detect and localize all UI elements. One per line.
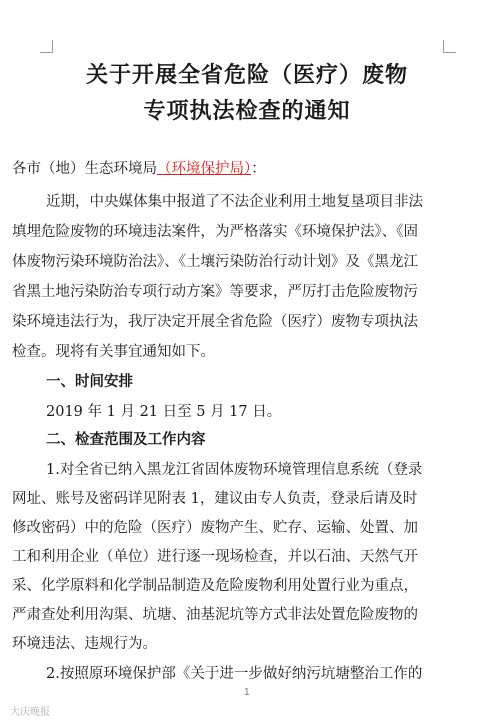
para1-line: 近期，中央媒体集中报道了不法企业利用土地复垦项目非法 (46, 194, 423, 210)
para2-line: 网址、账号及密码详见附表 1，建议由专人负责，登录后请及时 (12, 491, 418, 507)
watermark: 大庆晚报 (10, 707, 50, 718)
para3-line: 2.按照原环境保护部《关于进一步做好纳污坑塘整治工作的 (46, 666, 423, 682)
heading-scope: 二、检查范围及工作内容 (46, 431, 206, 448)
para2-line: 环境违法、违规行为。 (12, 636, 157, 652)
crop-mark-top-left (40, 40, 53, 53)
para1-line: 填埋危险废物的环境违法案件，为严格落实《环境保护法》、《固 (12, 224, 418, 240)
para2-line: 修改密码）中的危险（医疗）废物产生、贮存、运输、处置、加 (12, 520, 418, 536)
addressee (12, 157, 266, 178)
para2-line: 严肃查处利用沟渠、坑塘、油基泥坑等方式非法处置危险废物的 (12, 607, 418, 623)
addressee-paren: （环境保护局） (157, 161, 252, 177)
date-range: 2019 年 1 月 21 日至 5 月 17 日。 (46, 404, 282, 420)
para2-line: 采、化学原料和化学制品制造及危险废物利用处置行业为重点， (12, 578, 418, 594)
title-line-2: 专项执法检查的通知 (143, 98, 351, 124)
heading-time-schedule: 一、时间安排 (46, 373, 133, 390)
para2-line: 1.对全省已纳入黑龙江省固体废物环境管理信息系统（登录 (46, 462, 423, 478)
para2-line: 工和利用企业（单位）进行逐一现场检查，并以石油、天然气开 (12, 549, 418, 565)
para1-line: 检查。现将有关事宜通知如下。 (12, 344, 215, 360)
para1-line: 体废物污染环境防治法》、《土壤污染防治行动计划》及《黑龙江 (12, 254, 418, 270)
crop-mark-top-right (443, 40, 456, 53)
addressee-colon: ： (251, 161, 266, 177)
page-number: 1 (244, 687, 250, 698)
addressee-prefix: 各市（地）生态环境局 (12, 161, 157, 177)
para1-line: 染环境违法行为，我厅决定开展全省危险（医疗）废物专项执法 (12, 314, 418, 330)
title-line-1: 关于开展全省危险（医疗）废物 (85, 62, 408, 88)
para1-line: 省黑土地污染防治专项行动方案》等要求，严厉打击危险废物污 (12, 284, 418, 300)
